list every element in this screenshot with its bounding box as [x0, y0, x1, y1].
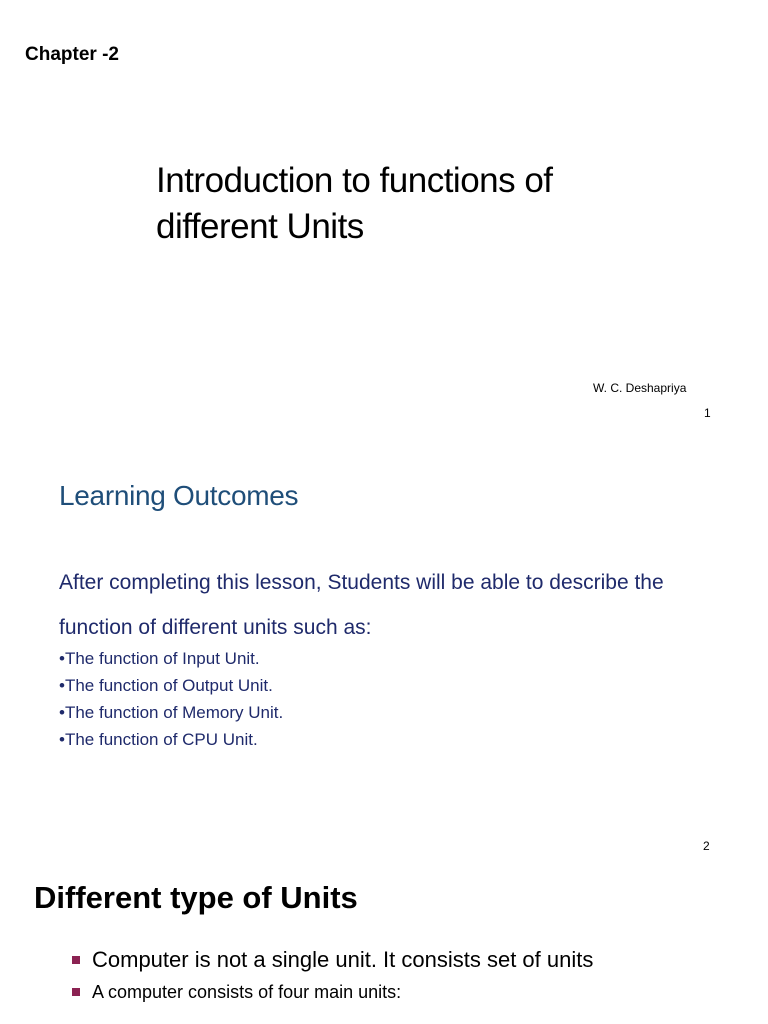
- list-item: •The function of Output Unit.: [59, 676, 273, 695]
- chapter-label: Chapter -2: [25, 44, 119, 65]
- author-name: W. C. Deshapriya: [593, 381, 687, 395]
- slide-number-2: 2: [703, 839, 710, 853]
- list-item: [72, 976, 593, 1008]
- slide2-intro: After completing this lesson, Students will be able to describe the function of different units such as:: [59, 571, 664, 639]
- list-item: •The function of Memory Unit.: [59, 703, 284, 722]
- square-bullet-icon: [72, 988, 80, 996]
- list-item: [72, 944, 593, 976]
- list-item-text: A computer consists of four main units:: [92, 982, 402, 1002]
- square-bullet-icon: [72, 956, 80, 964]
- units-list: [72, 944, 593, 1008]
- slide-number-1: 1: [704, 406, 711, 420]
- learning-outcomes-list: [59, 645, 283, 753]
- slide3-title: Different type of Units: [34, 880, 358, 915]
- slide1-title: Introduction to functions of different Units: [156, 161, 553, 246]
- list-item: •The function of CPU Unit.: [59, 730, 258, 749]
- list-item: •The function of Input Unit.: [59, 649, 260, 668]
- list-item-text: Computer is not a single unit. It consists set of units: [92, 947, 594, 972]
- slide2-title: Learning Outcomes: [59, 480, 299, 511]
